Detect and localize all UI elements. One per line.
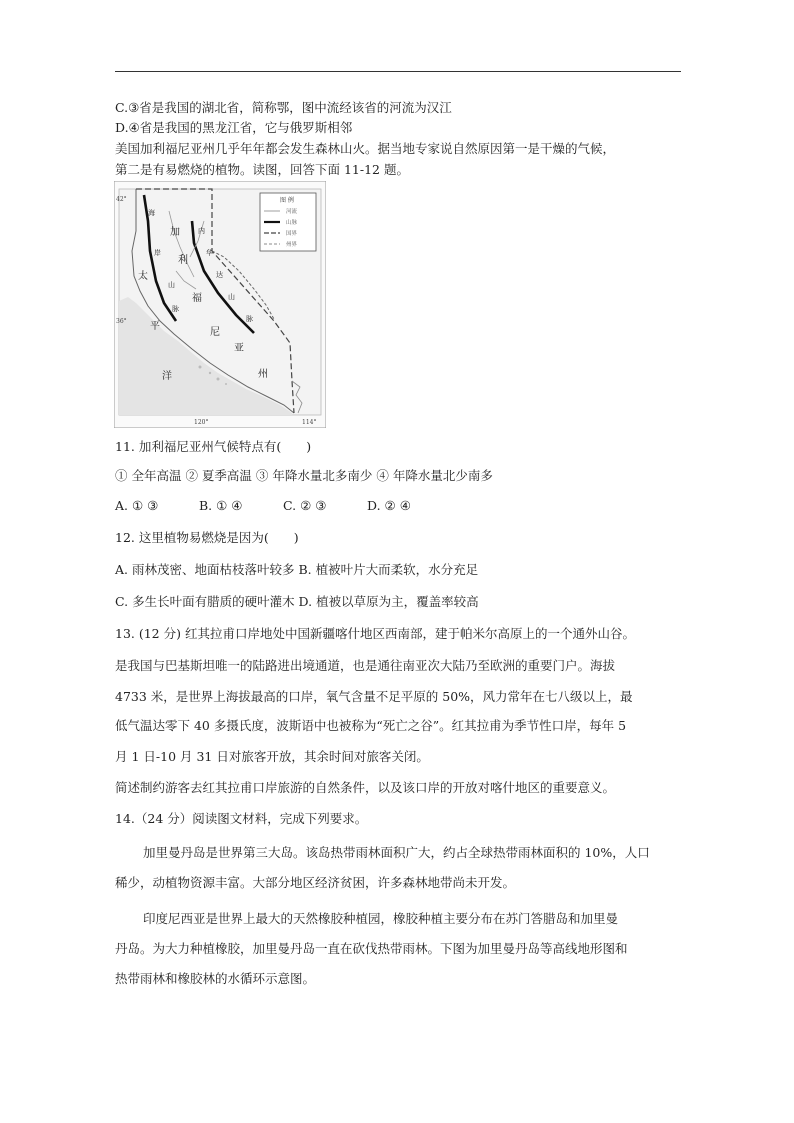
svg-text:加: 加 [170,227,180,238]
svg-text:利: 利 [178,255,188,266]
svg-text:太: 太 [138,271,148,282]
svg-text:岸: 岸 [154,249,161,257]
q13-line-4: 低气温达零下 40 多摄氏度，波斯语中也被称为“死亡之谷”。红其拉甫为季节性口岸，每年 5 [115,718,627,733]
q14-para2-line-1: 印度尼西亚是世界上最大的天然橡胶种植园，橡胶种植主要分布在苏门答腊岛和加里曼 [143,911,619,926]
q14-stem: 14.（24 分）阅读图文材料，完成下列要求。 [115,811,368,826]
svg-text:州: 州 [258,369,268,380]
lon-114: 114° [302,419,317,426]
q13-line-1: 13. (12 分) 红其拉甫口岸地处中国新疆喀什地区西南部，建于帕米尔高原上的一个通外山谷。 [115,626,635,641]
svg-text:尼: 尼 [210,327,220,338]
legend-border: 国界 [286,231,298,237]
lat-36: 36° [116,318,127,325]
q12-stem: 12. 这里植物易燃烧是因为( ) [115,530,299,545]
q11-options [115,498,411,514]
option-d-line: D.④省是我国的黑龙江省，它与俄罗斯相邻 [115,120,353,135]
svg-text:华: 华 [206,249,213,257]
svg-text:山: 山 [228,293,235,301]
q11-items: ① 全年高温 ② 夏季高温 ③ 年降水量北多南少 ④ 年降水量北少南多 [115,468,493,483]
intro-line-1: 美国加利福尼亚州几乎年年都会发生森林山火。据当地专家说自然原因第一是干燥的气候， [115,141,616,156]
intro-line-2: 第二是有易燃烧的植物。读图，回答下面 11-12 题。 [115,162,409,177]
q12-options-row-2: C. 多生长叶面有腊质的硬叶灌木 D. 植被以草原为主，覆盖率较高 [115,594,479,609]
q11-option-a[interactable]: A. ① ③ [115,498,159,513]
svg-text:平: 平 [150,321,160,332]
q12-options-row-1: A. 雨林茂密、地面枯枝落叶较多 B. 植被叶片大而柔软，水分充足 [115,562,479,577]
legend-title: 图 例 [280,197,294,204]
legend-river: 河流 [286,209,298,215]
lon-120: 120° [194,419,209,426]
svg-text:内: 内 [198,227,205,235]
q11-option-b[interactable]: B. ① ④ [199,498,243,513]
option-c-line: C.③省是我国的湖北省，简称鄂，图中流经该省的河流为汉江 [115,100,452,115]
svg-text:亚: 亚 [234,343,244,354]
q14-para2-line-2: 丹岛。为大力种植橡胶，加里曼丹岛一直在砍伐热带雨林。下图为加里曼丹岛等高线地形图和 [115,941,628,956]
svg-text:福: 福 [192,293,202,304]
svg-text:达: 达 [216,271,223,279]
legend-range: 山脉 [286,220,298,226]
california-map [114,181,326,428]
svg-text:山: 山 [168,281,175,289]
q14-para2-line-3: 热带雨林和橡胶林的水循环示意图。 [115,971,316,986]
q13-question: 简述制约游客去红其拉甫口岸旅游的自然条件，以及该口岸的开放对喀什地区的重要意义。 [115,780,616,795]
svg-text:脉: 脉 [172,305,179,313]
q11-stem: 11. 加利福尼亚州气候特点有( ) [115,439,312,454]
lat-42: 42° [116,196,127,203]
q11-option-d[interactable]: D. ② ④ [367,498,411,513]
header-rule [115,71,681,72]
svg-text:脉: 脉 [246,315,253,323]
svg-text:海: 海 [148,209,155,217]
svg-text:洋: 洋 [162,371,172,382]
q14-para1-line-1: 加里曼丹岛是世界第三大岛。该岛热带雨林面积广大，约占全球热带雨林面积的 10%，人口 [143,845,650,860]
q14-para1-line-2: 稀少，动植物资源丰富。大部分地区经济贫困，许多森林地带尚未开发。 [115,875,516,890]
q11-option-c[interactable]: C. ② ③ [283,498,327,513]
q13-line-2: 是我国与巴基斯坦唯一的陆路进出境通道，也是通往南亚次大陆乃至欧洲的重要门户。海拔 [115,658,616,673]
q13-line-3: 4733 米，是世界上海拔最高的口岸，氧气含量不足平原的 50%，风力常年在七八级以上，最 [115,689,633,704]
legend-state: 州界 [286,242,298,248]
q13-line-5: 月 1 日-10 月 31 日对旅客开放，其余时间对旅客关闭。 [115,749,429,764]
